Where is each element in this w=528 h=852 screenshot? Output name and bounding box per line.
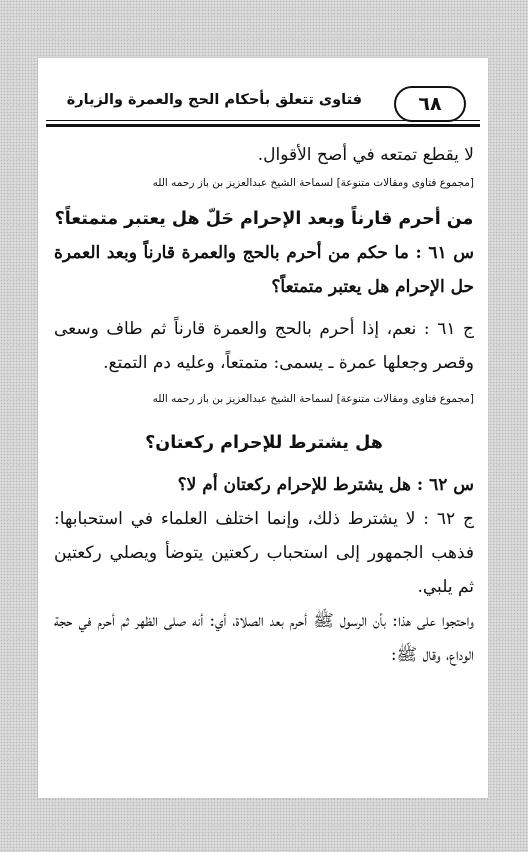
source-citation: [مجموع فتاوى ومقالات متنوعة] لسماحة الشيخ عبدالعزيز بن باز رحمه الله — [152, 393, 474, 405]
question-62: س ٦٢ : هل يشترط للإحرام ركعتان أم لا؟ — [177, 475, 474, 495]
section-heading: هل يشترط للإحرام ركعتان؟ — [145, 433, 383, 453]
book-page — [38, 58, 488, 798]
page-number: ٦٨ — [394, 86, 466, 122]
page-body — [54, 138, 474, 672]
running-title: فتاوى تتعلق بأحكام الحج والعمرة والزيارة — [66, 92, 362, 108]
page-header — [46, 84, 480, 127]
paragraph-evidence: واحتجوا على هذا: بأن الرسول ﷺ أحرم بعد الصلاة، أي: أنه صلى الظهر ثم أحرم في حجة الوداع، وقال ﷺ: — [54, 611, 474, 665]
question-61: س ٦١ : ما حكم من أحرم بالحج والعمرة قارناً وبعد العمرة حل الإحرام هل يعتبر متمتعاً؟ — [54, 243, 474, 297]
paragraph-continuation: لا يقطع تمتعه في أصح الأقوال. — [257, 145, 474, 165]
answer-62: ج ٦٢ : لا يشترط ذلك، وإنما اختلف العلماء في استحبابها: فذهب الجمهور إلى استحباب ركعتين يتوضأ ويصلي ركعتين ثم يلبي. — [54, 509, 474, 597]
section-heading: من أحرم قارناً وبعد الإحرام حَلّ هل يعتبر متمتعاً؟ — [54, 209, 474, 229]
source-citation: [مجموع فتاوى ومقالات متنوعة] لسماحة الشيخ عبدالعزيز بن باز رحمه الله — [152, 177, 474, 189]
answer-61: ج ٦١ : نعم، إذا أحرم بالحج والعمرة قارناً ثم طاف وسعى وقصر وجعلها عمرة ـ يسمى: متمتعاً، وعليه دم التمتع. — [54, 319, 474, 373]
